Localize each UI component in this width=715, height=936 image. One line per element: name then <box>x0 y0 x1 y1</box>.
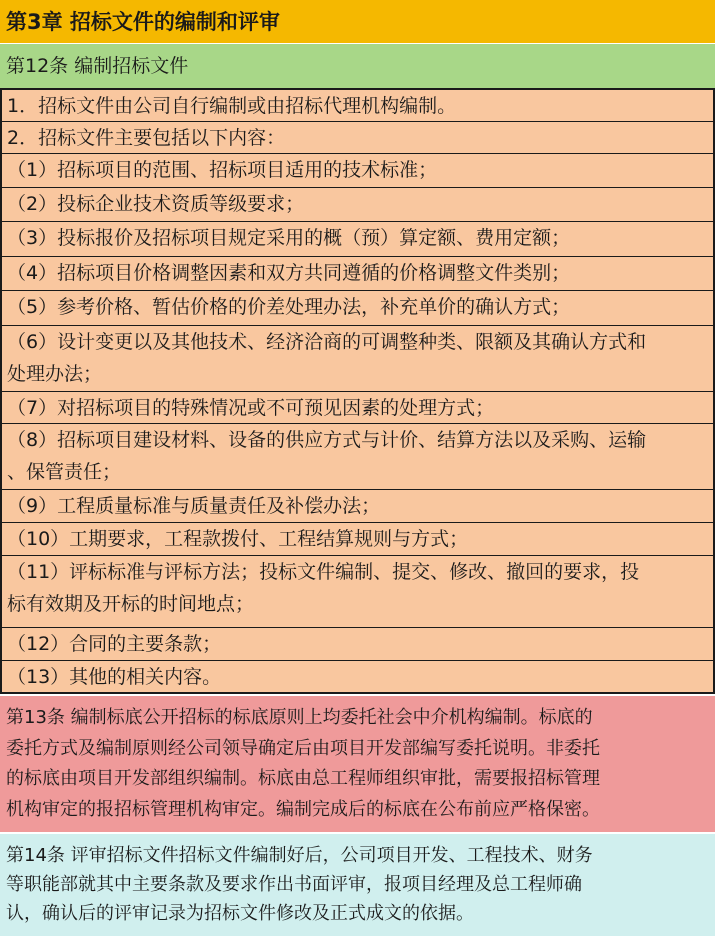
list-item-text: （2）投标企业技术资质等级要求； <box>7 193 305 215</box>
paragraph-line: 等职能部就其中主要条款及要求作出书面评审，报项目经理及总工程师确 <box>6 874 582 895</box>
article-12-title: 第12条 编制招标文件 <box>0 44 715 88</box>
paragraph-line: 第13条 编制标底公开招标的标底原则上均委托社会中介机构编制。标底的 <box>6 707 593 728</box>
list-item-text-continued: 处理办法； <box>7 363 103 385</box>
list-item <box>2 661 713 692</box>
list-item <box>2 424 713 490</box>
paragraph-line: 认，确认后的评审记录为招标文件修改及正式成文的依据。 <box>6 903 474 924</box>
list-item <box>2 257 713 291</box>
list-item <box>2 556 713 628</box>
list-item-text: （6）设计变更以及其他技术、经济洽商的可调整种类、限额及其确认方式和 <box>7 331 647 353</box>
list-item-text: （3）投标报价及招标项目规定采用的概（预）算定额、费用定额； <box>7 227 571 249</box>
list-item <box>2 490 713 523</box>
list-item-text: （8）招标项目建设材料、设备的供应方式与计价、结算方法以及采购、运输 <box>7 429 647 451</box>
list-item <box>2 291 713 326</box>
list-item-text: 2．招标文件主要包括以下内容： <box>7 127 286 149</box>
list-item-text: （12）合同的主要条款； <box>7 633 222 655</box>
paragraph-line: 的标底由项目开发部组织编制。标底由总工程师组织审批，需要报招标管理 <box>6 768 600 789</box>
list-item <box>2 222 713 257</box>
list-item-text: （13）其他的相关内容。 <box>7 666 222 688</box>
chapter-title: 第3章 招标文件的编制和评审 <box>0 0 715 44</box>
list-item-text: （7）对招标项目的特殊情况或不可预见因素的处理方式； <box>7 397 495 419</box>
list-item-text: （5）参考价格、暂估价格的价差处理办法，补充单价的确认方式； <box>7 296 571 318</box>
list-item-text-continued: 标有效期及开标的时间地点； <box>7 593 255 615</box>
article-13-paragraph <box>0 696 715 832</box>
list-item-text-continued: 、保管责任； <box>7 461 122 483</box>
list-item-text: （4）招标项目价格调整因素和双方共同遵循的价格调整文件类别； <box>7 262 571 284</box>
list-item <box>2 90 713 122</box>
list-item-text: 1．招标文件由公司自行编制或由招标代理机构编制。 <box>7 95 457 117</box>
list-item <box>2 154 713 188</box>
list-item <box>2 188 713 222</box>
list-item-text: （1）招标项目的范围、招标项目适用的技术标准； <box>7 159 438 181</box>
article-12-content-list <box>0 88 715 694</box>
list-item <box>2 523 713 556</box>
paragraph-line: 第14条 评审招标文件招标文件编制好后，公司项目开发、工程技术、财务 <box>6 845 593 866</box>
paragraph-line: 机构审定的报招标管理机构审定。编制完成后的标底在公布前应严格保密。 <box>6 798 600 820</box>
list-item <box>2 326 713 392</box>
list-item <box>2 628 713 661</box>
list-item-text: （9）工程质量标准与质量责任及补偿办法； <box>7 495 381 517</box>
paragraph-line: 委托方式及编制原则经公司领导确定后由项目开发部编写委托说明。非委托 <box>6 737 600 759</box>
list-item <box>2 122 713 154</box>
list-item <box>2 392 713 424</box>
article-14-paragraph <box>0 834 715 936</box>
list-item-text: （10）工期要求，工程款拨付、工程结算规则与方式； <box>7 528 469 550</box>
list-item-text: （11）评标标准与评标方法；投标文件编制、提交、修改、撤回的要求，投 <box>7 561 640 583</box>
